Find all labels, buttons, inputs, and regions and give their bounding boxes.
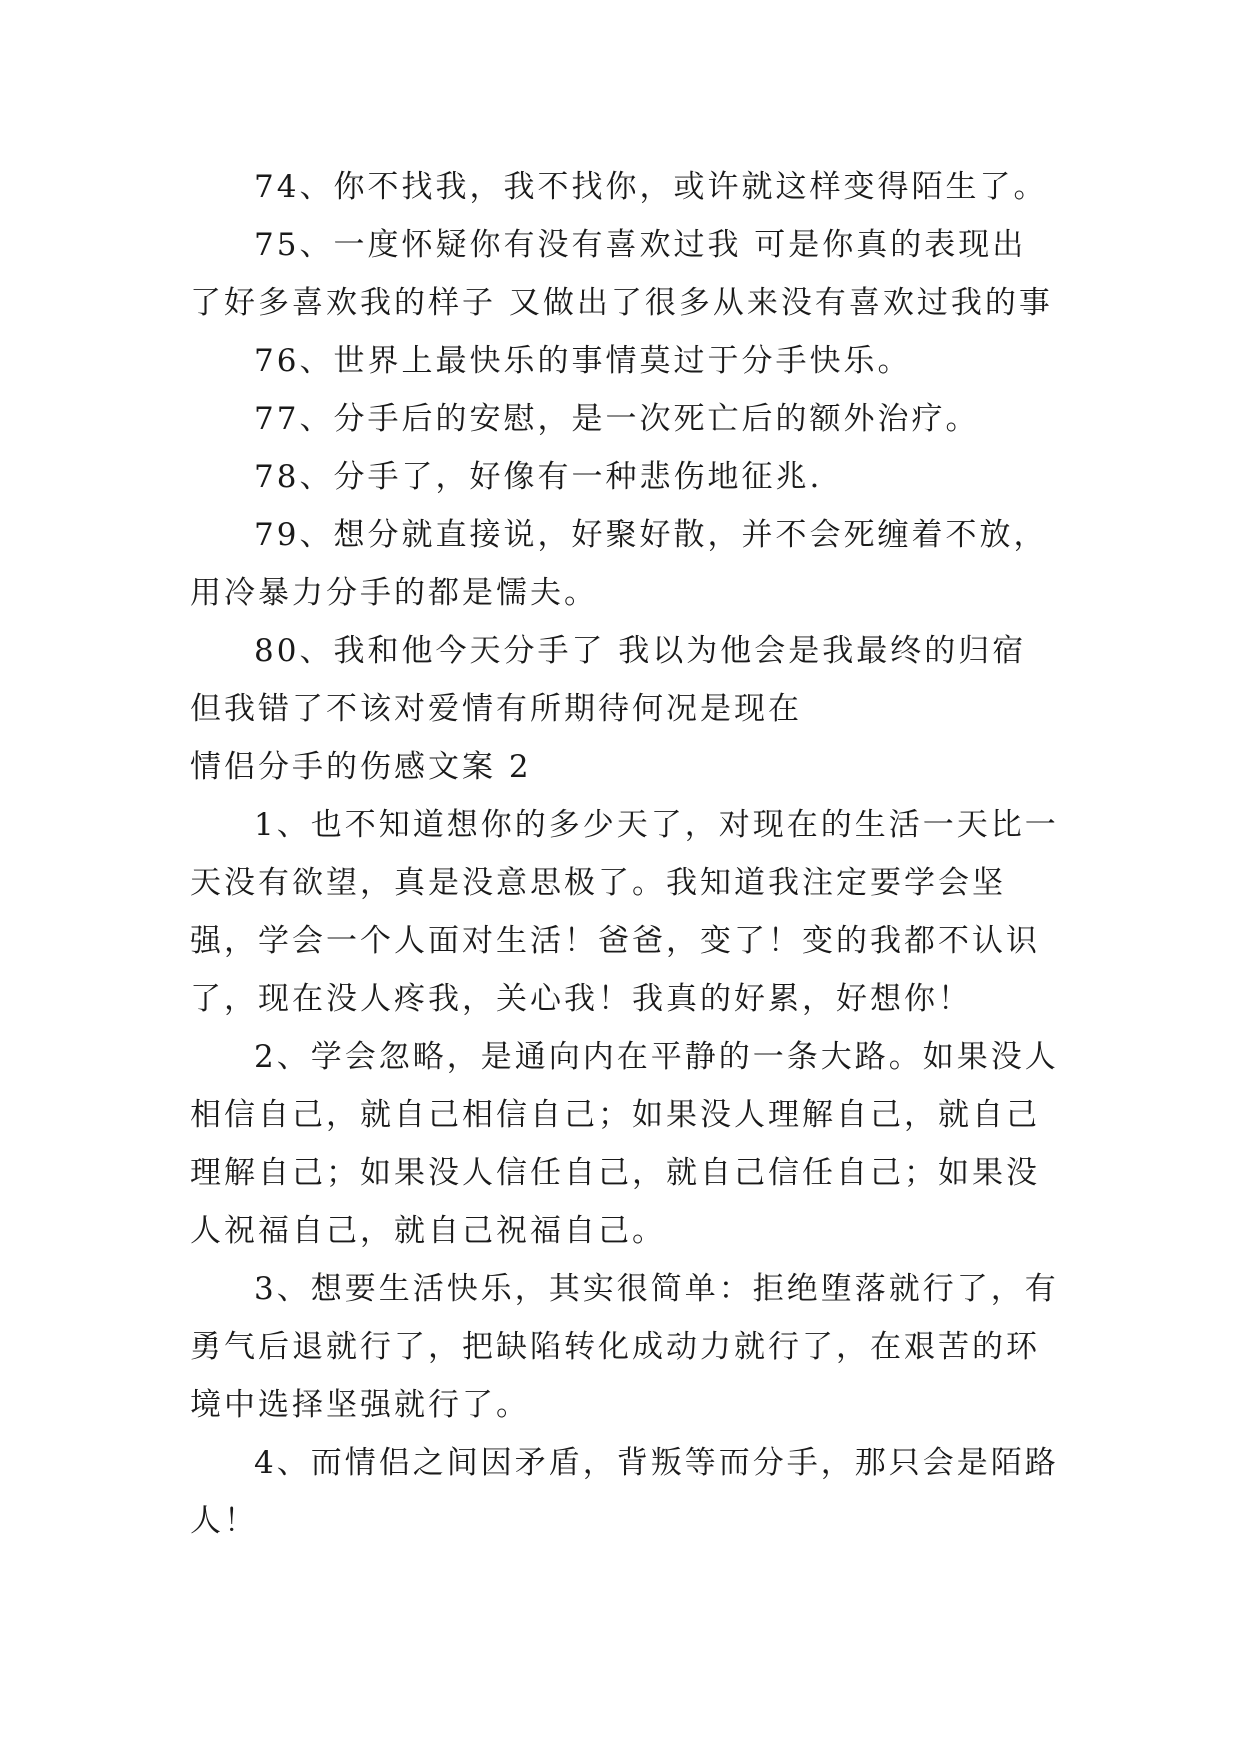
paragraph-77: 77、分手后的安慰，是一次死亡后的额外治疗。 — [254, 401, 980, 437]
document-body — [190, 158, 1060, 1550]
paragraph-74: 74、你不找我，我不找你，或许就这样变得陌生了。 — [254, 169, 1048, 205]
paragraph-1: 1、也不知道想你的多少天了，对现在的生活一天比一天没有欲望，真是没意思极了。我知道我注定要学会坚强，学会一个人面对生活！爸爸，变了！变的我都不认识了，现在没人疼我，关心我！我真的好累，好想你！ — [190, 807, 1059, 1017]
paragraph-76: 76、世界上最快乐的事情莫过于分手快乐。 — [254, 343, 912, 379]
paragraph-75: 75、一度怀疑你有没有喜欢过我 可是你真的表现出了好多喜欢我的样子 又做出了很多从来没有喜欢过我的事 — [190, 227, 1053, 321]
paragraph-3: 3、想要生活快乐，其实很简单：拒绝堕落就行了，有勇气后退就行了，把缺陷转化成动力就行了，在艰苦的环境中选择坚强就行了。 — [190, 1271, 1059, 1423]
section-title: 情侣分手的伤感文案 2 — [190, 749, 532, 785]
paragraph-80: 80、我和他今天分手了 我以为他会是我最终的归宿 但我错了不该对爱情有所期待何况是现在 — [190, 633, 1027, 727]
paragraph-79: 79、想分就直接说，好聚好散，并不会死缠着不放，用冷暴力分手的都是懦夫。 — [190, 517, 1048, 611]
paragraph-2: 2、学会忽略，是通向内在平静的一条大路。如果没人相信自己，就自己相信自己；如果没人理解自己，就自己理解自己；如果没人信任自己，就自己信任自己；如果没人祝福自己，就自己祝福自己。 — [190, 1039, 1059, 1249]
paragraph-78: 78、分手了，好像有一种悲伤地征兆. — [254, 459, 823, 495]
paragraph-4: 4、而情侣之间因矛盾，背叛等而分手，那只会是陌路人！ — [190, 1445, 1059, 1539]
